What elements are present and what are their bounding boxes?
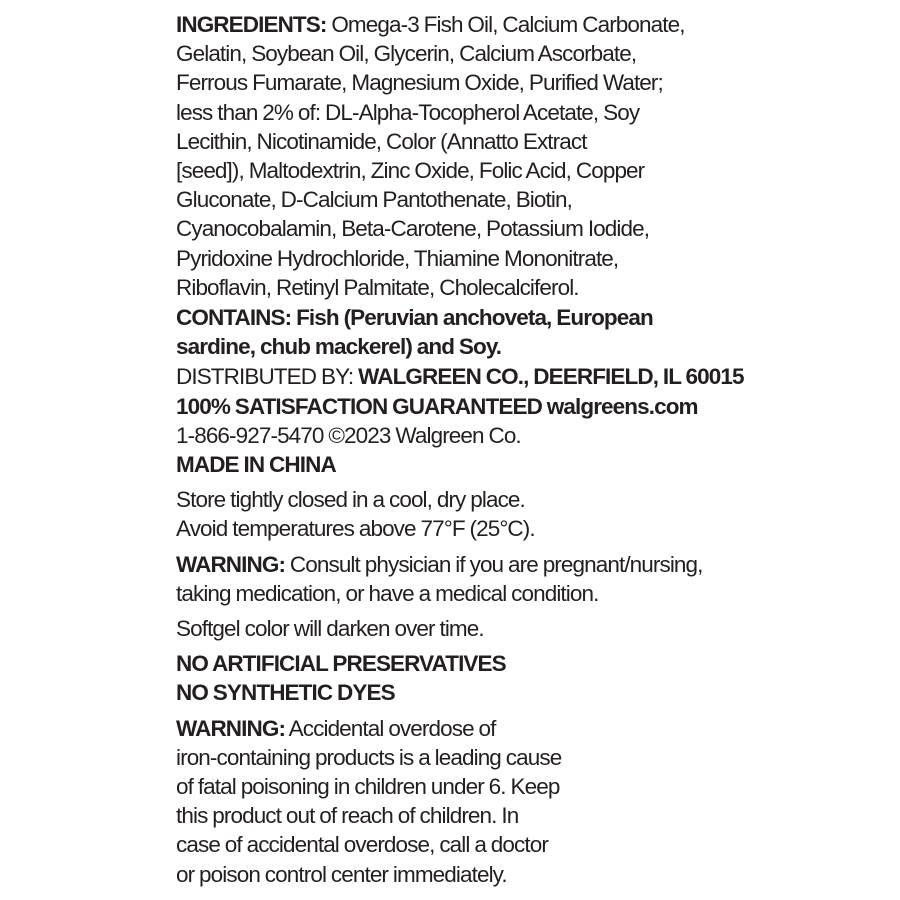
- ingredients-line: Omega-3 Fish Oil, Calcium Carbonate,: [326, 12, 685, 37]
- softgel-note: [176, 614, 736, 643]
- ingredients-line: Lecithin, Nicotinamide, Color (Annatto Extract: [176, 128, 587, 154]
- ingredients-line: Pyridoxine Hydrochloride, Thiamine Mononitrate,: [176, 245, 619, 271]
- ingredients-line: Gluconate, D-Calcium Pantothenate, Biotin,: [176, 187, 572, 213]
- iron-warning-line: iron-containing products is a leading cause: [176, 744, 562, 770]
- ingredients-line: [seed]), Maltodextrin, Zinc Oxide, Folic Acid, Copper: [176, 158, 645, 184]
- website-link: walgreens.com: [541, 393, 698, 419]
- iron-warning-line: Accidental overdose of: [285, 715, 496, 741]
- contains-line-1: CONTAINS: Fish (Peruvian anchoveta, European: [176, 305, 653, 331]
- ingredients-line: Cyanocobalamin, Beta-Carotene, Potassium Iodide,: [176, 216, 650, 242]
- product-claims: [176, 649, 736, 707]
- distributed-by-label: DISTRIBUTED BY:: [176, 364, 359, 390]
- supplement-label: [176, 10, 744, 889]
- phone-copyright: 1-866-927-5470 ©2023 Walgreen Co.: [176, 422, 521, 448]
- distributor-section: [176, 362, 744, 479]
- storage-line-1: Store tightly closed in a cool, dry place.: [176, 487, 525, 513]
- warning-heading: WARNING:: [176, 715, 286, 741]
- physician-warning: [176, 550, 736, 608]
- iron-warning-line: this product out of reach of children. In: [176, 803, 519, 829]
- claim-no-preservatives: NO ARTIFICIAL PRESERVATIVES: [176, 651, 506, 677]
- claim-no-dyes: NO SYNTHETIC DYES: [176, 680, 395, 706]
- ingredients-section: [176, 10, 736, 302]
- physician-warning-line-2: taking medication, or have a medical condition.: [176, 580, 599, 606]
- allergen-statement: [176, 303, 736, 361]
- iron-warning: [176, 714, 736, 889]
- iron-warning-line: or poison control center immediately.: [176, 861, 507, 887]
- ingredients-heading: INGREDIENTS:: [176, 12, 327, 37]
- ingredients-line: Ferrous Fumarate, Magnesium Oxide, Purified Water;: [176, 70, 663, 96]
- warning-heading: WARNING:: [176, 551, 286, 577]
- guarantee-text: 100% SATISFACTION GUARANTEED: [176, 393, 542, 419]
- storage-instructions: [176, 485, 736, 543]
- ingredients-line: Riboflavin, Retinyl Palmitate, Cholecalciferol.: [176, 274, 579, 300]
- storage-line-2: Avoid temperatures above 77°F (25°C).: [176, 516, 535, 542]
- softgel-note-text: Softgel color will darken over time.: [176, 616, 484, 642]
- ingredients-line: less than 2% of: DL-Alpha-Tocopherol Acetate, Soy: [176, 99, 640, 125]
- iron-warning-line: of fatal poisoning in children under 6. Keep: [176, 774, 560, 800]
- country-of-origin: MADE IN CHINA: [176, 452, 336, 478]
- ingredients-line: Gelatin, Soybean Oil, Glycerin, Calcium Ascorbate,: [176, 41, 637, 67]
- contains-line-2: sardine, chub mackerel) and Soy.: [176, 334, 502, 360]
- iron-warning-line: case of accidental overdose, call a doctor: [176, 832, 548, 858]
- distributor-name: WALGREEN CO., DEERFIELD, IL 60015: [358, 364, 744, 390]
- physician-warning-line-1: Consult physician if you are pregnant/nursing,: [285, 551, 703, 577]
